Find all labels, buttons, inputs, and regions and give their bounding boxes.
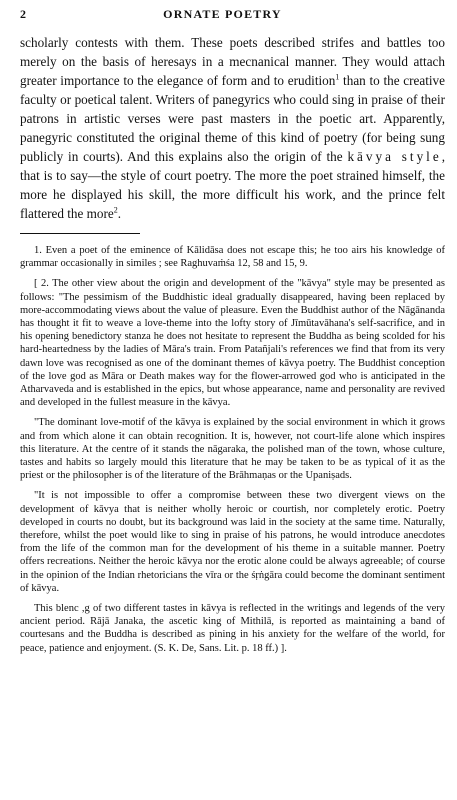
footnote-1: 1. Even a poet of the eminence of Kālidāsa does not escape this; he too airs his knowledge of grammar occasionally in similes ; see Raghuvaṁśa 12, 58 and 15, 9. bbox=[20, 245, 445, 270]
page-header bbox=[20, 0, 445, 27]
footnote-separator bbox=[20, 233, 140, 234]
page-number: 2 bbox=[20, 7, 26, 21]
spaced-phrase: kāvya style bbox=[347, 149, 442, 164]
footnote-marker-2: 2 bbox=[113, 205, 118, 215]
main-text-part3: , that is to say—the style of court poetry. The more the poet strained himself, the more he displayed his skill, the more difficult his work, and the prince felt flattered the more bbox=[20, 149, 445, 221]
running-head: ORNATE POETRY bbox=[163, 7, 282, 21]
footnote-marker-1: 1 bbox=[335, 72, 340, 82]
main-paragraph bbox=[20, 33, 445, 223]
footnote-2: [ 2. The other view about the origin and development of the "kāvya" style may be presented as follows: "The pessimism of the Buddhistic ideal gradually disappeared, having been replaced by more-accommodating views about the value of pleasure. Even the Buddhist author of the Nāgānanda has thought it fit to weave a love-theme into the lofty story of Jīmūtavāhana's self-sacrifice, and in his opening benedictory stanza he does not hesitate to represent the Buddha as being scolded for his hard-heartedness by the ladies of Māra's train. From Patañjali's references we find that from its very dawn love was recognised as one of the dominant themes of kāvya poetry. The Buddhist conception of the love god as Māra or Death makes way for the flower-arrowed god who is anticipated in the Atharvaveda and is established in the epics, but whose appearance, name and personality are revived and developed in the fullest measure in the kāvya. bbox=[20, 278, 445, 409]
main-text-part1: scholarly contests with them. These poets described strifes and battles too merely on the basis of heresays in a mecnanical manner. They would attach greater importance to the elegance of form and to erudition bbox=[20, 35, 445, 88]
footnote-2-closing: This blenc ,g of two different tastes in kāvya is reflected in the writings and legends of the very ancient period. Rājā Janaka, the ascetic king of Mithilā, is reported as maintaining a band of courtesans and the Buddha is described as pining in his anxiety for the welfare of the world, for peace, patience and enjoyment. (S. K. De, Sans. Lit. p. 18 ff.) ]. bbox=[20, 603, 445, 654]
main-text-part4: . bbox=[117, 206, 122, 221]
footnote-2-quote-1: "The dominant love-motif of the kāvya is explained by the social environment in which it grows and from which alone it can obtain recognition. It is, however, not court-life alone which inspires this literature. At the centre of it stands the nāgaraka, the polished man of the town, whose culture, tastes and habits so largely mould this literature that he may be taken to be as typical of it as the priest or the philosopher is of the literature of the Brāhmaṇas or the Upaniṣads. bbox=[20, 417, 445, 482]
main-text-part2: than to the creative faculty or poetical talent. Writers of panegyrics who could sing in praise of their patrons in artistic verses were past masters in the poetic art. Apparently, panegyric constituted the original theme of this kind of poetry (for being sung publicly in courts). And this explains also the origin of the bbox=[20, 73, 445, 164]
footnote-2-quote-2: "It is not impossible to offer a compromise between these two divergent views on the development of kāvya that is neither wholly heroic or courtish, nor completely erotic. Poetry developed in courts no doubt, but its background was laid in the society at the same time. Naturally, therefore, whilst the poet would like to sing in praise of his patrons, he would introduce anecdotes from the life of the common man for the development of his theme in a suitable manner. Poetry offers recreations. Neither the heroic kāvya nor the erotic alone could be always agreeable; of course in the opinion of the Indian rhetoricians the vīra or the śṛṅgāra could become the dominant sentiment of kāvya. bbox=[20, 490, 445, 594]
